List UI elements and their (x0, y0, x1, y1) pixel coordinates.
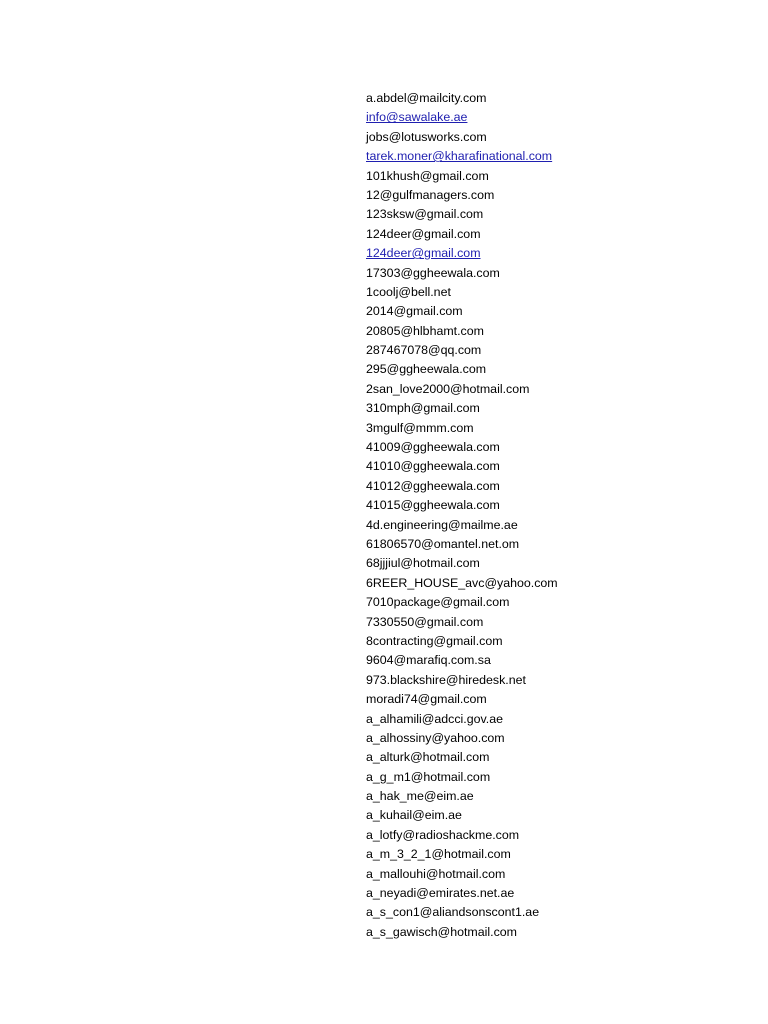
email-list (366, 89, 558, 942)
email-text: a_hak_me@eim.ae (366, 789, 474, 804)
email-text: 8contracting@gmail.com (366, 633, 503, 648)
email-text: a_kuhail@eim.ae (366, 808, 462, 823)
email-text: a_s_con1@aliandsonscont1.ae (366, 905, 540, 920)
email-text: 41009@ggheewala.com (366, 440, 500, 455)
email-link[interactable]: info@sawalake.ae (366, 110, 468, 125)
email-text: 6REER_HOUSE_avc@yahoo.com (366, 575, 558, 590)
email-text: 41012@ggheewala.com (366, 478, 500, 493)
email-text: 973.blackshire@hiredesk.net (366, 672, 526, 687)
email-text: a_mallouhi@hotmail.com (366, 866, 506, 881)
email-text: 41015@ggheewala.com (366, 498, 500, 513)
email-text: a_neyadi@emirates.net.ae (366, 886, 515, 901)
email-text: a_alhamili@adcci.gov.ae (366, 711, 504, 726)
email-text: a_m_3_2_1@hotmail.com (366, 847, 511, 862)
email-text: 7010package@gmail.com (366, 595, 510, 610)
email-text: 9604@marafiq.com.sa (366, 653, 491, 668)
email-link[interactable]: tarek.moner@kharafinational.com (366, 149, 553, 164)
email-text: 68jjjiul@hotmail.com (366, 556, 480, 571)
email-text: a.abdel@mailcity.com (366, 91, 487, 105)
email-text: a_alturk@hotmail.com (366, 750, 490, 765)
email-text: 2014@gmail.com (366, 304, 463, 319)
email-text: 310mph@gmail.com (366, 401, 480, 416)
email-text: 3mgulf@mmm.com (366, 420, 474, 435)
email-text: 101khush@gmail.com (366, 168, 489, 183)
email-text: 4d.engineering@mailme.ae (366, 517, 518, 532)
email-text: 123sksw@gmail.com (366, 207, 484, 222)
email-text: 2san_love2000@hotmail.com (366, 381, 530, 396)
email-text: moradi74@gmail.com (366, 692, 487, 707)
email-text: a_g_m1@hotmail.com (366, 769, 491, 784)
email-text: jobs@lotusworks.com (366, 129, 487, 144)
email-text: 1coolj@bell.net (366, 284, 451, 299)
email-text: 124deer@gmail.com (366, 226, 481, 241)
email-text: 61806570@omantel.net.om (366, 536, 520, 551)
email-text: 287467078@qq.com (366, 343, 482, 358)
email-text: 12@gulfmanagers.com (366, 187, 495, 202)
email-text: a_s_gawisch@hotmail.com (366, 924, 518, 939)
email-text: 20805@hlbhamt.com (366, 323, 484, 338)
email-text: a_lotfy@radioshackme.com (366, 827, 520, 842)
email-text: 17303@ggheewala.com (366, 265, 500, 280)
email-link[interactable]: 124deer@gmail.com (366, 246, 481, 261)
email-text: 295@ggheewala.com (366, 362, 487, 377)
email-text: 41010@ggheewala.com (366, 459, 500, 474)
email-text: 7330550@gmail.com (366, 614, 484, 629)
email-text: a_alhossiny@yahoo.com (366, 730, 505, 745)
